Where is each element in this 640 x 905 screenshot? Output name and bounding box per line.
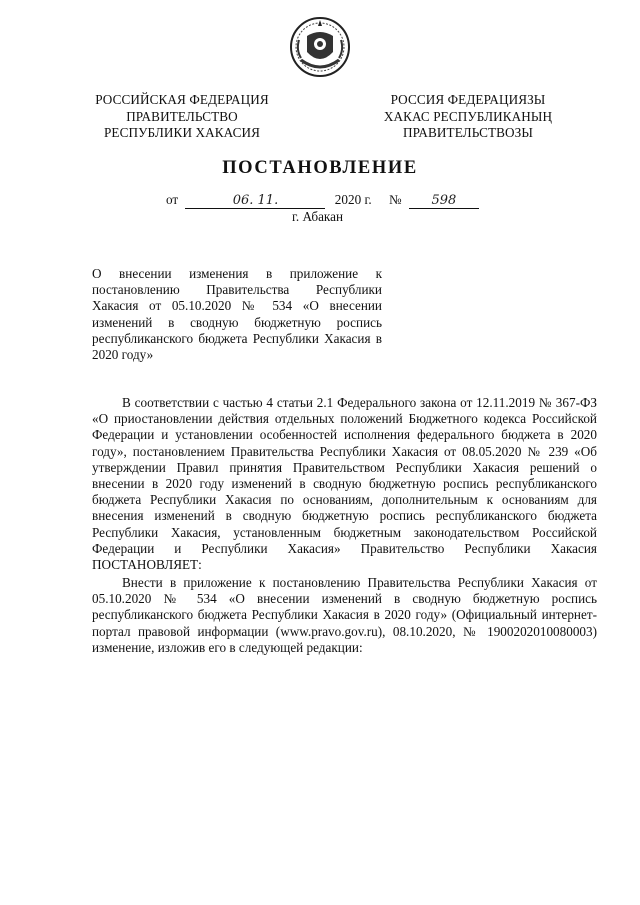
header-left-line: РЕСПУБЛИКИ ХАКАСИЯ bbox=[104, 125, 260, 140]
body-paragraph-1 bbox=[92, 395, 597, 573]
header-right-line: ПРАВИТЕЛЬСТВОЗЫ bbox=[403, 125, 533, 140]
paragraph-text: В соответствии с частью 4 статьи 2.1 Федерального закона от 12.11.2019 № 367-ФЗ «О приостановлении действия отдельных положений Бюджетного кодекса Российской Федерации и установлении особенностей исполнения федерального бюджета в 2020 году», постановлением Правительства Республики Хакасия от 08.05.2020 № 239 «Об утверждении Правил принятия Правительством Республики Хакасия решений о внесении в 2020 году изменений в сводную бюджетную роспись республиканского бюджета Республики Хакасия по основаниям, дополнительным к основаниям для внесения изменений в сводную бюджетную роспись республиканского бюджета Республики Хакасия, установленным бюджетным законодательством Российской Федерации и Республики Хакасия» Правительство Республики Хакасия ПОСТАНОВЛЯЕТ: bbox=[92, 395, 597, 573]
city-label: г. Абакан bbox=[292, 209, 344, 224]
body-paragraph-2 bbox=[92, 575, 597, 656]
header-left-line: РОССИЙСКАЯ ФЕДЕРАЦИЯ bbox=[95, 92, 269, 107]
coat-of-arms-emblem bbox=[289, 16, 351, 78]
date-field: 06. 11. bbox=[185, 194, 325, 209]
number-field: 598 bbox=[409, 194, 479, 209]
document-subject: О внесении изменения в приложение к постановлению Правительства Республики Хакасия от 05.10.2020 № 534 «О внесении изменений в сводную бюджетную роспись республиканского бюджета Республики Хакасия в 2020 году» bbox=[92, 266, 382, 363]
document-title: ПОСТАНОВЛЕНИЕ bbox=[222, 158, 418, 178]
number-sign: № bbox=[388, 192, 402, 207]
paragraph-text: Внести в приложение к постановлению Правительства Республики Хакасия от 05.10.2020 № 534 «О внесении изменений в сводную бюджетную роспись республиканского бюджета Республики Хакасия в 2020 году» (Официальный интернет-портал правовой информации (www.pravo.gov.ru), 08.10.2020, № 1900202010080003) изменение, изложив его в следующей редакции: bbox=[92, 575, 597, 655]
header-left-line: ПРАВИТЕЛЬСТВО bbox=[126, 108, 238, 124]
header-right-line: ХАКАС РЕСПУБЛИКАНЫҢ bbox=[383, 108, 553, 124]
year-label: 2020 г. bbox=[334, 192, 372, 207]
header-right-line: РОССИЯ ФЕДЕРАЦИЯЗЫ bbox=[390, 92, 546, 107]
header-left-block bbox=[88, 92, 276, 142]
date-prefix: от bbox=[166, 192, 179, 207]
header-right-block bbox=[372, 92, 564, 142]
